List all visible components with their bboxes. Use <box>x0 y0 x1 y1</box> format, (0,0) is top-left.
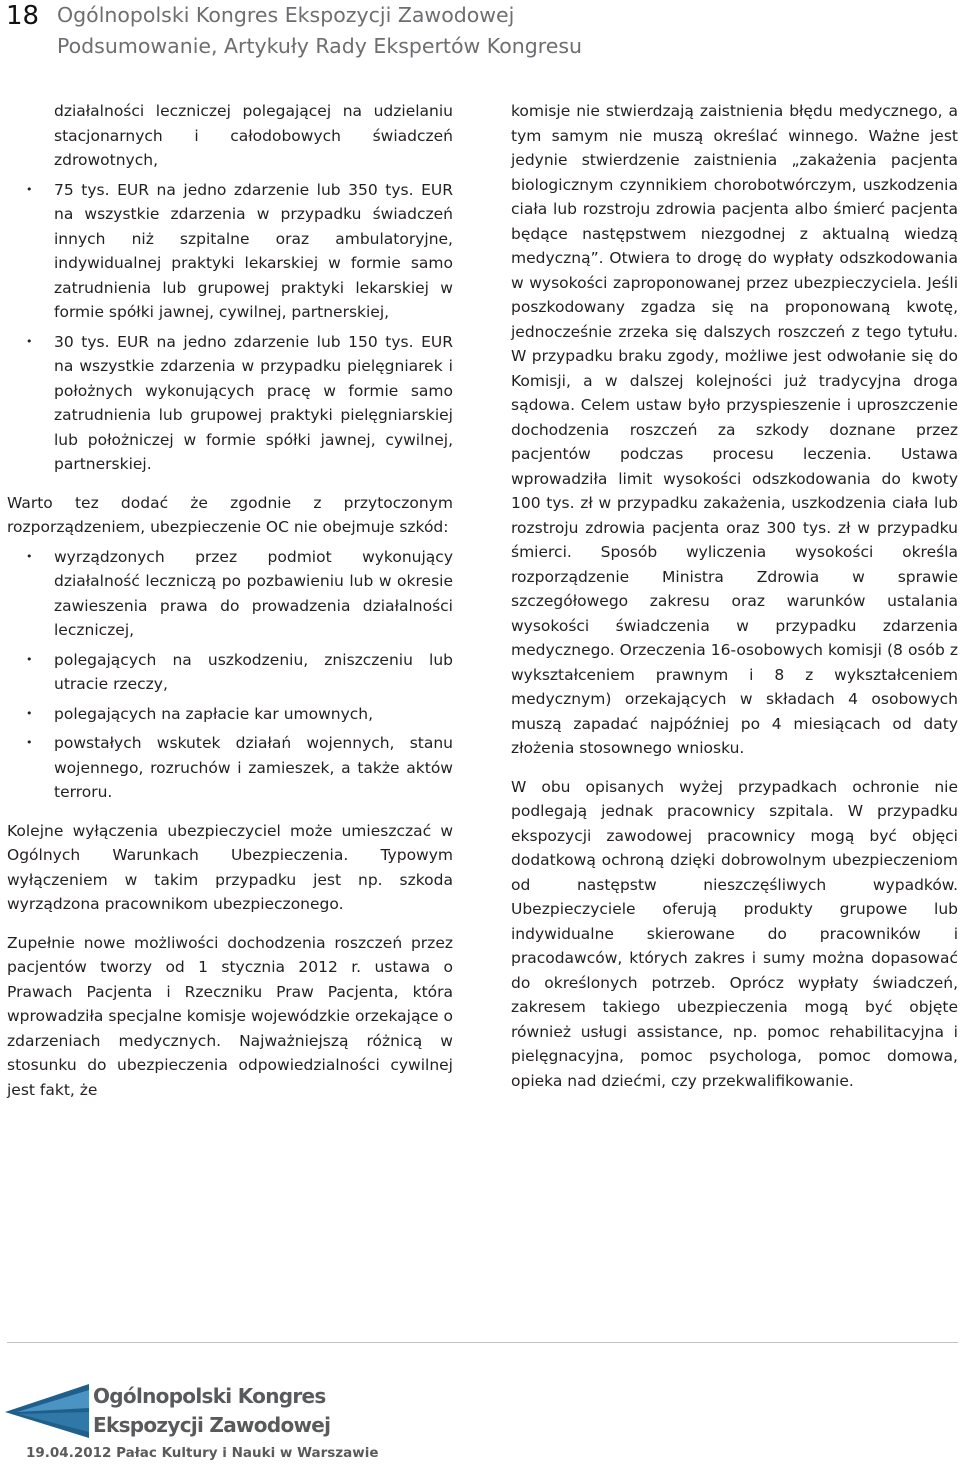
page-header <box>4 0 954 64</box>
list-item: • wyrządzonych przez podmiot wykonujący działalność leczniczą po pozbawieniu lub w okresie zawieszenia prawa do prowadzenia działalności leczniczej, <box>7 545 453 643</box>
paragraph-new-possibilities: Zupełnie nowe możliwości dochodzenia roszczeń przez pacjentów tworzy od 1 stycznia 2012 r. ustawa o Prawach Pacjenta i Rzeczniku Praw Pacjenta, która wprowadziła specjalne komisje wojewódzkie orzekające o zdarzeniach medycznych. Najważniejszą różnicą w stosunku do ubezpieczenia odpowiedzialności cywilnej jest fakt, że <box>7 933 453 1099</box>
coverage-limits-list <box>7 178 453 477</box>
left-column <box>7 99 453 1102</box>
logo-dark-shape <box>5 1384 89 1438</box>
logo-text-line-2: Ekspozycji Zawodowej <box>93 1413 331 1437</box>
header-title <box>57 0 582 61</box>
exclusions-list <box>7 545 453 805</box>
list-item: • 30 tys. EUR na jedno zdarzenie lub 150 tys. EUR na wszystkie zdarzenia w przypadku pielęgniarek i położnych wykonujących pracę w formie samo zatrudnienia lub grupowej praktyki pielęgniarskiej lub położniczej w formie spółki jawnej, cywilnej, partnerskiej. <box>7 330 453 477</box>
paragraph-commissions: komisje nie stwierdzają zaistnienia błędu medycznego, a tym samym nie muszą określać winnego. Ważne jest jedynie stwierdzenie zaistnienia „zakażenia pacjenta biologicznym czynnikiem chorobotwórczym, uszkodzenia ciała lub rozstroju zdrowia pacjenta albo śmierć pacjenta będące następstwem niezgodnej z aktualną wiedzą medyczną”. Otwiera to drogę do wypłaty odszkodowania w wysokości zaproponowanej przez ubezpieczyciela. Jeśli poszkodowany zgadza się na proponowaną kwotę, jednocześnie zrzeka się dalszych roszczeń z tego tytułu. W przypadku braku zgody, możliwe jest odwołanie się do Komisji, a w dalszej kolejności już tradycyjna droga sądowa. Celem ustaw było przyspieszenie i uproszczenie dochodzenia roszczeń za szkody doznane przez pacjentów podczas procesu leczenia. Ustawa wprowadziła limit wysokości odszkodowania do kwoty 100 tys. zł w przypadku zakażenia, uszkodzenia ciała lub rozstroju zdrowia pacjenta oraz 300 tys. zł w przypadku śmierci. Sposób wyliczenia wysokości określa rozporządzenie Ministra Zdrowia w sprawie szczegółowego zakresu oraz warunków ustalania wysokości świadczenia w przypadku zdarzenia medycznego. Orzeczenia 16-osobowych komisji (8 osób z wykształceniem prawnym i 8 z wykształceniem medycznym) orzekających w składach 4 osobowych muszą zapadać najpóźniej po 4 miesiącach od daty złożenia stosownego wniosku. <box>511 102 958 757</box>
header-title-line-1: Ogólnopolski Kongres Ekspozycji Zawodowej <box>57 3 515 27</box>
list-item: • powstałych wskutek działań wojennych, stanu wojennego, rozruchów i zamieszek, a także aktów terroru. <box>7 731 453 805</box>
header-title-line-2: Podsumowanie, Artykuły Rady Ekspertów Kongresu <box>57 33 583 58</box>
list-item: • polegających na uszkodzeniu, zniszczeniu lub utracie rzeczy, <box>7 648 453 697</box>
right-column <box>511 99 958 1093</box>
list-item: • 75 tys. EUR na jedno zdarzenie lub 350 tys. EUR na wszystkie zdarzenia w przypadku świadczeń innych niż szpitalne oraz ambulatoryjne, indywidualnej praktyki lekarskiej w formie samo zatrudnienia lub grupowej praktyki lekarskiej w formie spółki jawnej, cywilnej, partnerskiej, <box>7 178 453 325</box>
logo-text-line-1: Ogólnopolski Kongres <box>93 1384 326 1408</box>
page-number: 18 <box>6 1 40 31</box>
list-item: • polegających na zapłacie kar umownych, <box>7 702 453 727</box>
footer-divider <box>7 1342 958 1343</box>
logo-date-venue: 19.04.2012 Pałac Kultury i Nauki w Warszawie <box>26 1445 379 1461</box>
logo-mid-shape <box>19 1412 89 1432</box>
congress-logo <box>5 1382 379 1466</box>
continuation-text: działalności leczniczej polegającej na udzielaniu stacjonarnych i całodobowych świadczeń zdrowotnych, <box>54 102 453 169</box>
paragraph-exclusions: Warto tez dodać że zgodnie z przytoczonym rozporządzeniem, ubezpieczenie OC nie obejmuje szkód: <box>7 493 453 536</box>
paragraph-other-exclusions: Kolejne wyłączenia ubezpieczyciel może umieszczać w Ogólnych Warunkach Ubezpieczenia. Typowym wyłączeniem w takim przypadku jest np. szkoda wyrządzona pracownikom ubezpieczonego. <box>7 821 453 913</box>
logo-flag-icon <box>5 1382 89 1440</box>
paragraph-hospital-staff: W obu opisanych wyżej przypadkach ochronie nie podlegają jednak pracownicy szpitala. W przypadku ekspozycji zawodowej pracownicy mogą być objęci dodatkową ochroną dzięki dobrowolnym ubezpieczeniom od następstw nieszczęśliwych wypadków. Ubezpieczyciele oferują produkty grupowe lub indywidualne skierowane do pracowników i pracodawców, których zakres i sumy można dopasować do określonych potrzeb. Oprócz wypłaty świadczeń, zakresem takiego ubezpieczenia mogą być objęte również usługi assistance, np. pomoc rehabilitacyjna i pielęgnacyjna, pomoc psychologa, pomoc domowa, opieka nad dziećmi, czy przekwalifikowanie. <box>511 777 958 1090</box>
